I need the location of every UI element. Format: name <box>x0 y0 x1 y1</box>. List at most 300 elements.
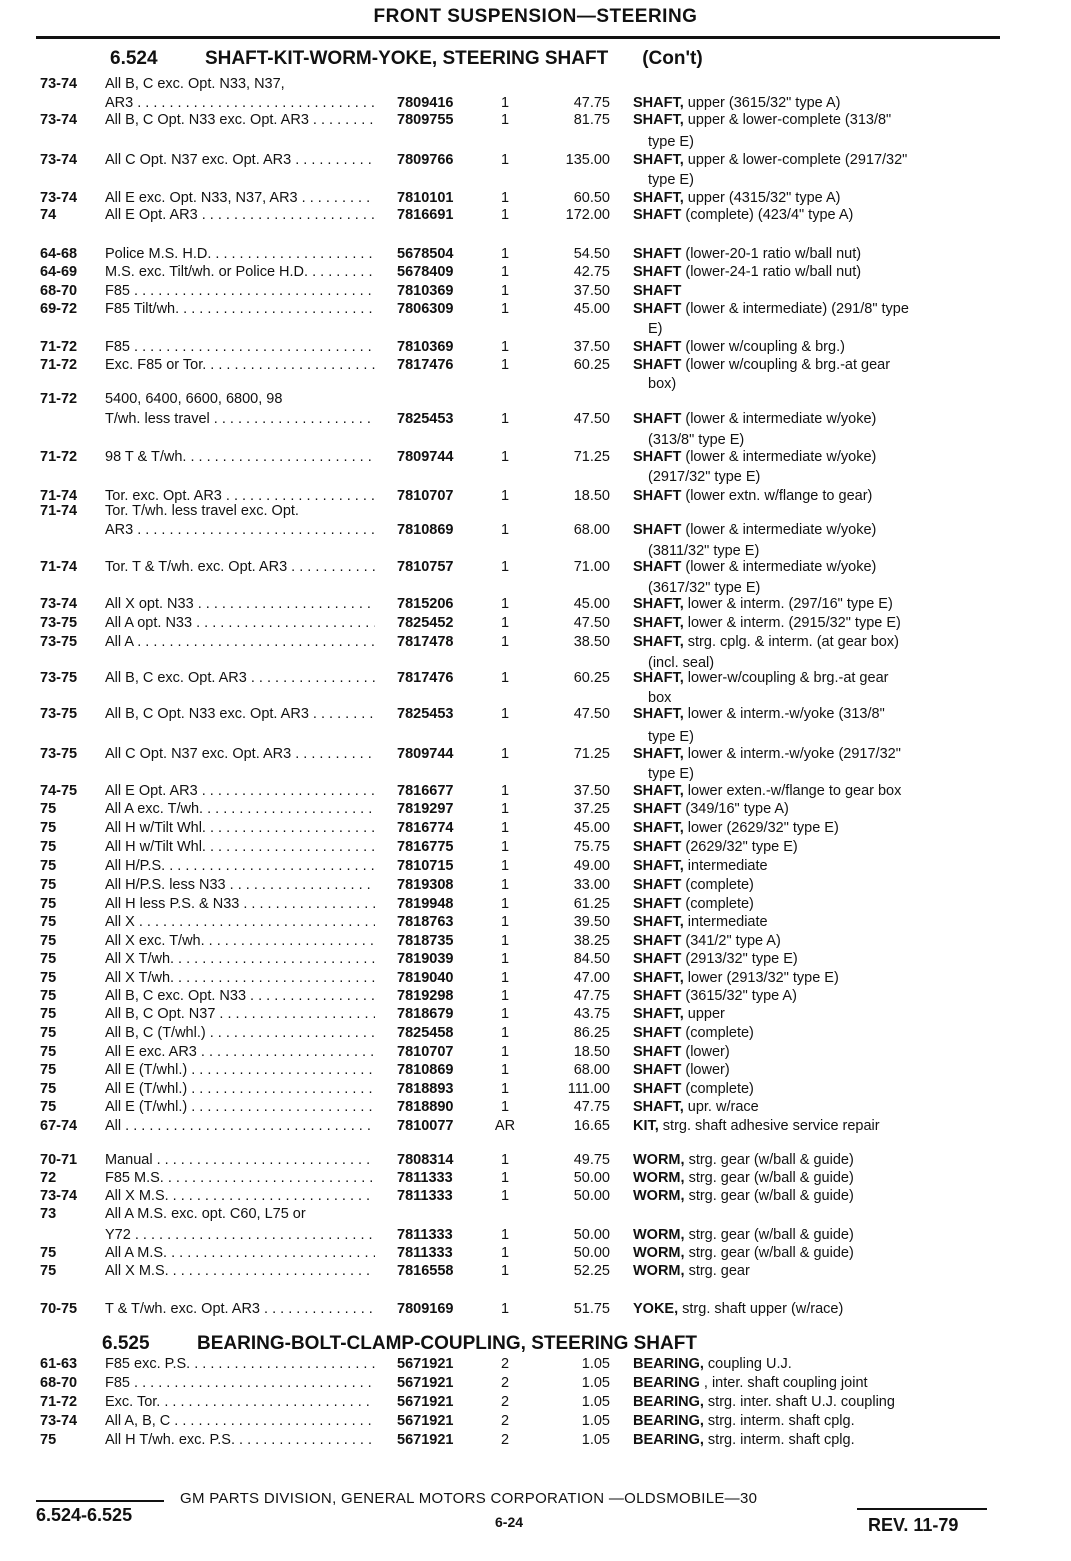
price: 37.50 <box>573 339 610 355</box>
model-year: 68-70 <box>40 1375 78 1391</box>
part-name: SHAFT <box>633 357 682 373</box>
description <box>633 839 798 856</box>
price: 111.00 <box>567 1081 610 1097</box>
part-detail: (lower & intermediate) (291/8" type <box>681 301 909 317</box>
section-title: BEARING-BOLT-CLAMP-COUPLING, STEERING SHAFT <box>197 1333 697 1354</box>
application: Exc. F85 or Tor. . . . <box>105 357 375 374</box>
part-detail: (2629/32" type E) <box>681 839 798 855</box>
description <box>633 1413 855 1430</box>
model-year: 74-75 <box>40 783 78 799</box>
application: All A exc. T/wh. . . . <box>105 801 375 818</box>
parts-row <box>0 1006 1071 1025</box>
price: 18.50 <box>573 488 610 504</box>
part-name: SHAFT <box>633 264 682 280</box>
part-number: 7810707 <box>397 488 454 504</box>
model-year: 75 <box>40 896 57 912</box>
part-name: BEARING <box>633 1375 700 1391</box>
application: AR3 . . . <box>105 522 375 539</box>
price: 71.00 <box>573 559 610 575</box>
application: All A M.S. exc. opt. C60, L75 or <box>105 1206 306 1222</box>
parts-row <box>0 877 1071 896</box>
part-number: 7809416 <box>397 95 454 111</box>
quantity: 1 <box>500 1152 510 1168</box>
part-detail: strg. shaft adhesive service repair <box>658 1118 880 1134</box>
price: 1.05 <box>581 1375 610 1391</box>
price: 68.00 <box>573 522 610 538</box>
price: 37.25 <box>573 801 610 817</box>
section-number: 6.525 <box>102 1333 150 1354</box>
model-year: 61-63 <box>40 1356 78 1372</box>
parts-row <box>0 596 1071 615</box>
part-detail: (complete) <box>681 1025 754 1041</box>
quantity: 1 <box>500 357 510 373</box>
application: F85 . . . <box>105 283 375 300</box>
part-name: SHAFT <box>633 339 682 355</box>
part-detail: upper <box>683 1006 725 1022</box>
price: 42.75 <box>573 264 610 280</box>
quantity: 1 <box>500 95 510 111</box>
parts-row <box>0 951 1071 970</box>
model-year: 74 <box>40 207 57 223</box>
application: All H w/Tilt Whl. . . . <box>105 820 375 837</box>
part-name: SHAFT <box>633 1044 682 1060</box>
footer-corporation: GM PARTS DIVISION, GENERAL MOTORS CORPORATION —OLDSMOBILE—30 <box>180 1490 758 1507</box>
price: 47.00 <box>573 970 610 986</box>
quantity: 2 <box>500 1394 510 1410</box>
price: 43.75 <box>573 1006 610 1022</box>
parts-row <box>0 246 1071 265</box>
application: Police M.S. H.D. . . . <box>105 246 375 263</box>
description <box>648 469 760 486</box>
application: Manual . . . <box>105 1152 375 1169</box>
quantity: 1 <box>500 1301 510 1317</box>
description <box>633 746 901 763</box>
part-number: 7818763 <box>397 914 454 930</box>
part-number: 7811333 <box>397 1188 453 1204</box>
description <box>633 615 901 632</box>
part-detail: (lower-20-1 ratio w/ball nut) <box>681 246 862 262</box>
quantity: 2 <box>500 1432 510 1448</box>
description <box>633 411 876 428</box>
parts-row <box>0 503 1071 522</box>
description <box>633 783 901 800</box>
part-number: 7809744 <box>397 449 454 465</box>
quantity: 1 <box>500 1227 510 1243</box>
quantity: 1 <box>500 1099 510 1115</box>
parts-row <box>0 1188 1071 1207</box>
price: 52.25 <box>573 1263 610 1279</box>
part-detail: strg. cplg. & interm. (at gear box) <box>683 634 899 650</box>
parts-row <box>0 1245 1071 1264</box>
model-year: 71-72 <box>40 357 78 373</box>
part-name: SHAFT <box>633 877 682 893</box>
quantity: 1 <box>500 634 510 650</box>
part-name: SHAFT, <box>633 970 684 986</box>
model-year: 67-74 <box>40 1118 78 1134</box>
description <box>633 877 754 894</box>
application: M.S. exc. Tilt/wh. or Police H.D. . . . <box>105 264 375 281</box>
part-detail: E) <box>648 321 663 337</box>
part-detail: (lower extn. w/flange to gear) <box>681 488 873 504</box>
parts-row <box>0 1099 1071 1118</box>
price: 1.05 <box>581 1432 610 1448</box>
quantity: 1 <box>500 615 510 631</box>
price: 47.50 <box>573 615 610 631</box>
part-number: 7816774 <box>397 820 454 836</box>
footer-section-code: 6.524-6.525 <box>36 1505 133 1525</box>
part-number: 7816558 <box>397 1263 454 1279</box>
part-number: 7818893 <box>397 1081 454 1097</box>
description <box>633 1044 730 1061</box>
parts-row <box>0 559 1071 578</box>
part-number: 7819308 <box>397 877 454 893</box>
page-header-title: FRONT SUSPENSION—STEERING <box>373 6 698 27</box>
part-name: SHAFT, <box>633 746 684 762</box>
part-name: SHAFT <box>633 951 682 967</box>
model-year: 75 <box>40 1432 57 1448</box>
price: 47.50 <box>573 411 610 427</box>
part-detail: (complete) <box>681 896 754 912</box>
description <box>633 1432 855 1449</box>
part-detail: strg. interm. shaft cplg. <box>703 1432 855 1448</box>
part-name: SHAFT <box>633 988 682 1004</box>
quantity: 1 <box>500 877 510 893</box>
part-detail: (341/2" type A) <box>681 933 781 949</box>
application: All H w/Tilt Whl. . . . <box>105 839 375 856</box>
application: All A . . . <box>105 634 375 651</box>
part-detail: (incl. seal) <box>648 655 715 671</box>
part-detail: type E) <box>648 134 694 150</box>
description <box>633 559 876 576</box>
part-number: 5678409 <box>397 264 454 280</box>
price: 50.00 <box>573 1188 610 1204</box>
description <box>633 112 891 129</box>
quantity: 1 <box>500 914 510 930</box>
quantity: 1 <box>500 301 510 317</box>
application: All E exc. AR3 . . . <box>105 1044 375 1061</box>
application: Y72 . . . <box>105 1227 375 1244</box>
description <box>633 152 907 169</box>
price: 38.50 <box>573 634 610 650</box>
description <box>633 1263 750 1280</box>
part-detail: intermediate <box>683 914 768 930</box>
part-detail: lower & interm. (2915/32" type E) <box>683 615 901 631</box>
part-name: SHAFT, <box>633 634 684 650</box>
price: 81.75 <box>573 112 610 128</box>
model-year: 71-72 <box>40 391 78 407</box>
part-detail: type E) <box>648 172 694 188</box>
parts-row <box>0 76 1071 95</box>
quantity: 1 <box>500 339 510 355</box>
part-name: SHAFT, <box>633 596 684 612</box>
model-year: 73-75 <box>40 746 78 762</box>
parts-row <box>0 522 1071 541</box>
model-year: 75 <box>40 951 57 967</box>
part-number: 7810707 <box>397 1044 454 1060</box>
description <box>633 246 861 263</box>
model-year: 73-74 <box>40 1188 78 1204</box>
model-year: 75 <box>40 858 57 874</box>
price: 45.00 <box>573 596 610 612</box>
application: Tor. T/wh. less travel exc. Opt. <box>105 503 299 519</box>
parts-row <box>0 1413 1071 1432</box>
parts-row <box>0 1118 1071 1137</box>
parts-row <box>0 321 1071 340</box>
part-number: 7825453 <box>397 706 454 722</box>
part-number: 7810715 <box>397 858 454 874</box>
part-number: 7819297 <box>397 801 454 817</box>
part-name: SHAFT <box>633 207 682 223</box>
price: 39.50 <box>573 914 610 930</box>
price: 37.50 <box>573 283 610 299</box>
price: 47.75 <box>573 1099 610 1115</box>
part-number: 5678504 <box>397 246 454 262</box>
description <box>633 1188 854 1205</box>
application: All E Opt. AR3 . . . <box>105 207 375 224</box>
model-year: 75 <box>40 1062 57 1078</box>
model-year: 75 <box>40 970 57 986</box>
part-name: SHAFT <box>633 933 682 949</box>
price: 50.00 <box>573 1227 610 1243</box>
model-year: 75 <box>40 914 57 930</box>
price: 75.75 <box>573 839 610 855</box>
price: 47.75 <box>573 95 610 111</box>
part-name: SHAFT <box>633 839 682 855</box>
description <box>633 970 839 987</box>
description <box>633 264 861 281</box>
quantity: 1 <box>500 1044 510 1060</box>
quantity: 1 <box>500 896 510 912</box>
part-detail: upper (3615/32" type A) <box>683 95 841 111</box>
quantity: 1 <box>500 706 510 722</box>
price: 33.00 <box>573 877 610 893</box>
section-number: 6.524 <box>110 48 158 69</box>
application: T & T/wh. exc. Opt. AR3 . . . <box>105 1301 375 1318</box>
footer-page-number: 6-24 <box>495 1514 524 1530</box>
model-year: 75 <box>40 1081 57 1097</box>
part-number: 7817478 <box>397 634 454 650</box>
quantity: 1 <box>500 1081 510 1097</box>
part-number: 7806309 <box>397 301 454 317</box>
description <box>648 543 759 560</box>
parts-row <box>0 1170 1071 1189</box>
description <box>633 596 893 613</box>
part-name: BEARING, <box>633 1356 704 1372</box>
model-year: 70-75 <box>40 1301 78 1317</box>
part-detail: upper (4315/32" type A) <box>683 190 841 206</box>
model-year: 73-74 <box>40 596 78 612</box>
footer-revision: REV. 11-79 <box>868 1515 959 1535</box>
part-detail: strg. gear <box>684 1263 750 1279</box>
application: All E exc. Opt. N33, N37, AR3 . . . <box>105 190 375 207</box>
parts-row <box>0 207 1071 226</box>
parts-row <box>0 820 1071 839</box>
description <box>633 1006 725 1023</box>
quantity: 1 <box>500 449 510 465</box>
parts-row <box>0 469 1071 488</box>
model-year: 69-72 <box>40 301 78 317</box>
part-name: SHAFT <box>633 1025 682 1041</box>
model-year: 73-74 <box>40 1413 78 1429</box>
price: 47.75 <box>573 988 610 1004</box>
part-number: 7809744 <box>397 746 454 762</box>
model-year: 68-70 <box>40 283 78 299</box>
part-name: SHAFT, <box>633 1099 684 1115</box>
description <box>648 729 694 746</box>
quantity: 1 <box>500 596 510 612</box>
part-name: SHAFT, <box>633 1006 684 1022</box>
quantity: 1 <box>500 1006 510 1022</box>
application: F85 exc. P.S. . . . <box>105 1356 375 1373</box>
footer-rule-left <box>36 1500 164 1502</box>
quantity: 1 <box>500 522 510 538</box>
application: All B, C Opt. N37 . . . <box>105 1006 375 1023</box>
part-name: BEARING, <box>633 1413 704 1429</box>
quantity: 1 <box>500 264 510 280</box>
part-detail: strg. gear (w/ball & guide) <box>684 1188 854 1204</box>
part-number: 7810101 <box>397 190 454 206</box>
parts-row <box>0 112 1071 131</box>
parts-row <box>0 449 1071 468</box>
model-year: 64-68 <box>40 246 78 262</box>
model-year: 72 <box>40 1170 57 1186</box>
part-detail: strg. inter. shaft U.J. coupling <box>703 1394 895 1410</box>
part-detail: , inter. shaft coupling joint <box>699 1375 868 1391</box>
description <box>633 1099 759 1116</box>
part-detail: coupling U.J. <box>703 1356 792 1372</box>
part-number: 5671921 <box>397 1356 454 1372</box>
part-number: 7810077 <box>397 1118 454 1134</box>
price: 68.00 <box>573 1062 610 1078</box>
description <box>633 207 853 224</box>
part-number: 7819948 <box>397 896 454 912</box>
part-number: 7810369 <box>397 283 454 299</box>
part-name: WORM, <box>633 1170 685 1186</box>
parts-row <box>0 1025 1071 1044</box>
part-name: KIT, <box>633 1118 659 1134</box>
model-year: 75 <box>40 839 57 855</box>
parts-row <box>0 134 1071 153</box>
parts-row <box>0 615 1071 634</box>
model-year: 75 <box>40 1006 57 1022</box>
part-name: SHAFT <box>633 522 682 538</box>
part-name: SHAFT, <box>633 783 684 799</box>
description <box>633 1118 880 1135</box>
application: All H T/wh. exc. P.S. . . . <box>105 1432 375 1449</box>
part-detail: (2913/32" type E) <box>681 951 798 967</box>
part-name: SHAFT, <box>633 112 684 128</box>
description <box>633 1025 754 1042</box>
part-number: 7811333 <box>397 1245 453 1261</box>
parts-row <box>0 933 1071 952</box>
part-detail: (complete) (423/4" type A) <box>681 207 854 223</box>
price: 60.50 <box>573 190 610 206</box>
description <box>633 634 899 651</box>
description <box>648 432 744 449</box>
description <box>633 951 798 968</box>
application: All X opt. N33 . . . <box>105 596 375 613</box>
description <box>633 914 768 931</box>
price: 49.75 <box>573 1152 610 1168</box>
model-year: 73-75 <box>40 615 78 631</box>
part-number: 7819298 <box>397 988 454 1004</box>
application: All E (T/whl.) . . . <box>105 1081 375 1098</box>
model-year: 71-74 <box>40 559 78 575</box>
part-detail: (313/8" type E) <box>648 432 745 448</box>
description <box>633 339 845 356</box>
application: All X . . . <box>105 914 375 931</box>
price: 86.25 <box>573 1025 610 1041</box>
part-detail: box <box>648 690 672 706</box>
description <box>633 95 840 112</box>
part-name: BEARING, <box>633 1394 704 1410</box>
model-year: 64-69 <box>40 264 78 280</box>
application: All X M.S. . . . <box>105 1188 375 1205</box>
description <box>633 988 797 1005</box>
price: 51.75 <box>573 1301 610 1317</box>
quantity: 1 <box>500 152 510 168</box>
price: 84.50 <box>573 951 610 967</box>
price: 45.00 <box>573 301 610 317</box>
description <box>633 706 885 723</box>
application: All X exc. T/wh. . . . <box>105 933 375 950</box>
quantity: 1 <box>500 988 510 1004</box>
part-name: SHAFT <box>633 449 682 465</box>
part-name: SHAFT <box>633 283 682 299</box>
part-detail: (3617/32" type E) <box>648 580 761 596</box>
part-detail: (complete) <box>681 877 754 893</box>
description <box>633 933 781 950</box>
application: All H/P.S. less N33 . . . <box>105 877 375 894</box>
footer-rule-right <box>857 1508 987 1510</box>
model-year: 71-74 <box>40 488 78 504</box>
quantity: 1 <box>500 190 510 206</box>
application: All B, C (T/whl.) . . . <box>105 1025 375 1042</box>
part-number: 7808314 <box>397 1152 454 1168</box>
quantity: 1 <box>500 207 510 223</box>
part-name: WORM, <box>633 1263 685 1279</box>
part-number: 5671921 <box>397 1375 454 1391</box>
header-rule <box>36 36 1000 39</box>
part-detail: lower & interm.-w/yoke (2917/32" <box>683 746 901 762</box>
part-name: SHAFT, <box>633 706 684 722</box>
application: AR3 . . . <box>105 95 375 112</box>
model-year: 71-72 <box>40 1394 78 1410</box>
part-detail: strg. shaft upper (w/race) <box>678 1301 844 1317</box>
parts-row <box>0 896 1071 915</box>
application: Tor. T & T/wh. exc. Opt. AR3 . . . <box>105 559 375 576</box>
price: 61.25 <box>573 896 610 912</box>
application: F85 . . . <box>105 339 375 356</box>
description <box>633 1227 854 1244</box>
part-name: SHAFT, <box>633 615 684 631</box>
part-name: WORM, <box>633 1245 685 1261</box>
application: All X M.S. . . . <box>105 1263 375 1280</box>
price: 71.25 <box>573 746 610 762</box>
model-year: 75 <box>40 1245 57 1261</box>
part-name: SHAFT, <box>633 670 684 686</box>
application: F85 . . . <box>105 1375 375 1392</box>
application: All B, C exc. Opt. N33, N37, <box>105 76 285 92</box>
part-name: SHAFT, <box>633 820 684 836</box>
parts-row <box>0 1081 1071 1100</box>
parts-row <box>0 1044 1071 1063</box>
part-detail: (lower w/coupling & brg.-at gear <box>681 357 891 373</box>
model-year: 71-74 <box>40 503 78 519</box>
parts-row <box>0 339 1071 358</box>
part-detail: (2917/32" type E) <box>648 469 761 485</box>
price: 60.25 <box>573 670 610 686</box>
